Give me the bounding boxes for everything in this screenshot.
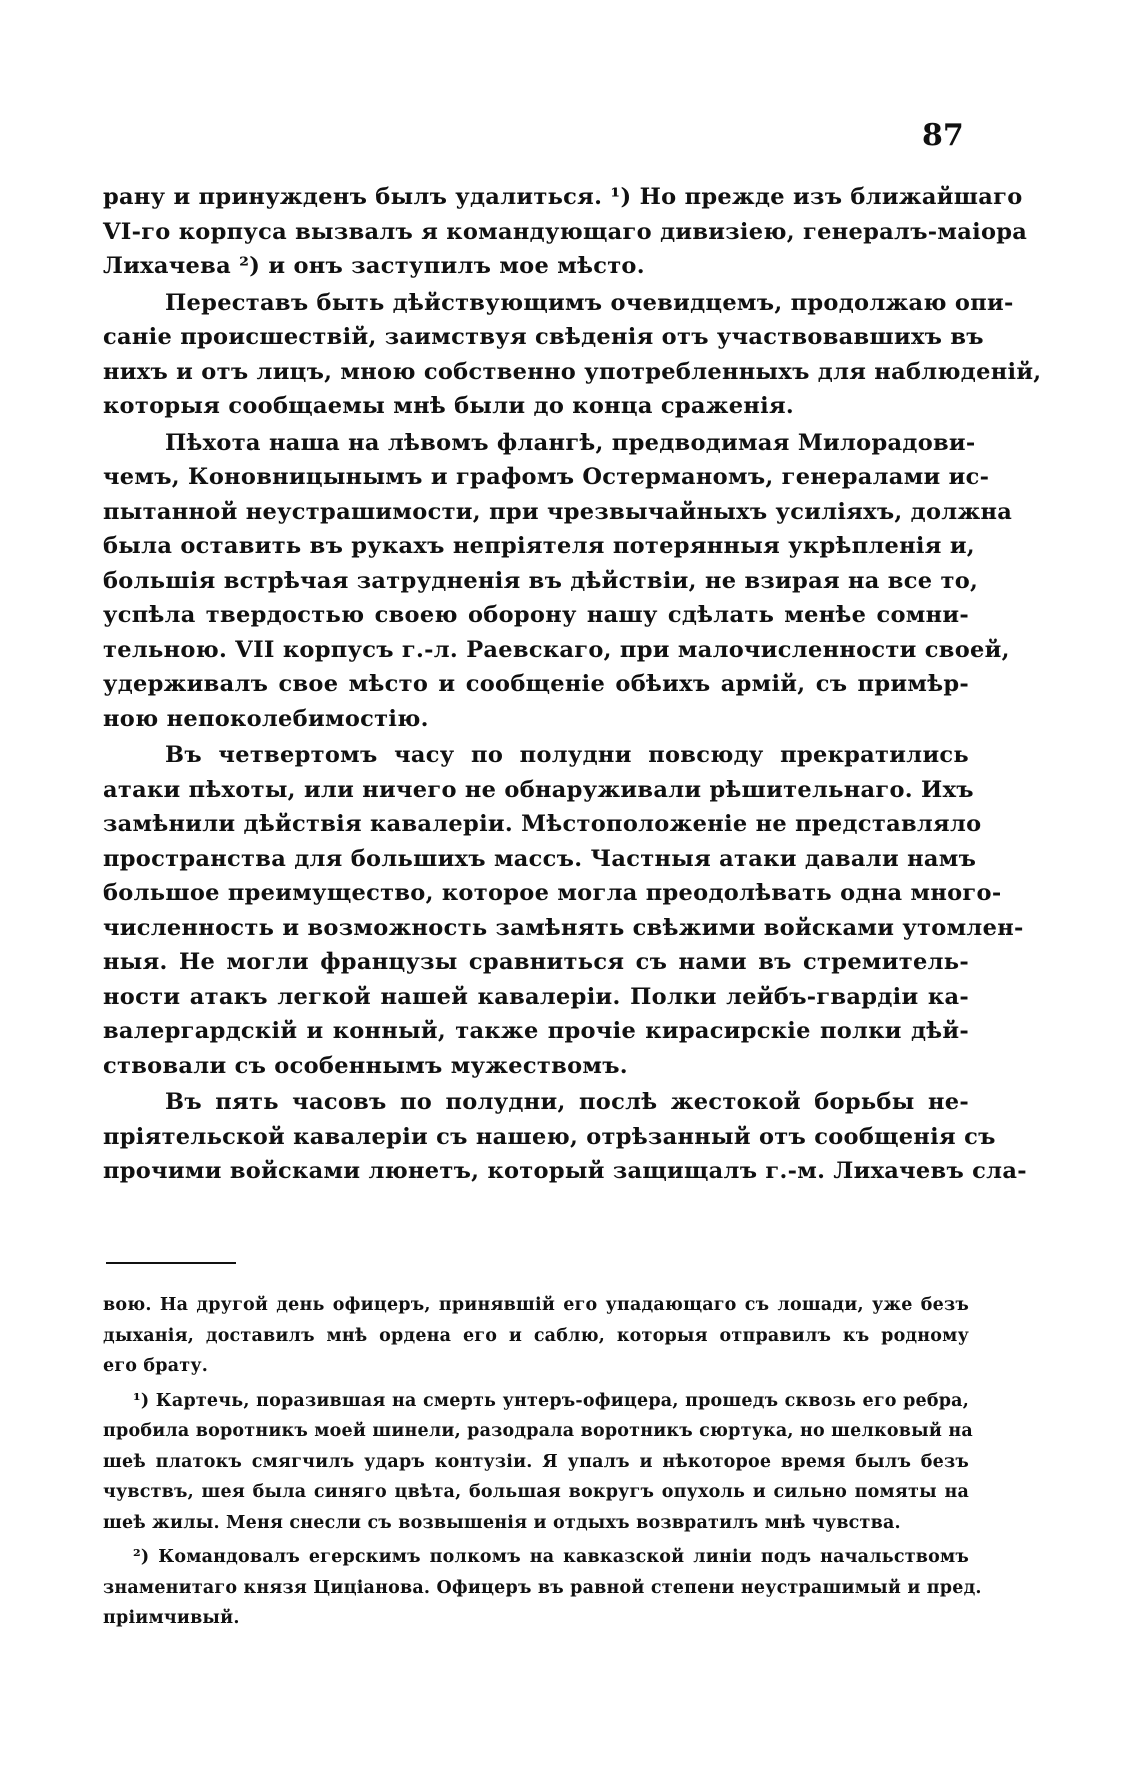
text-line: ности атакъ легкой нашей кавалеріи. Полки лейбъ-гвардіи ка-: [103, 983, 969, 1010]
footnote-line: ²) Командовалъ егерскимъ полкомъ на кавказской линіи подъ начальствомъ: [133, 1547, 969, 1567]
text-line: ствовали съ особеннымъ мужествомъ.: [103, 1052, 628, 1079]
paragraph: [103, 1085, 1027, 1189]
paragraph: [103, 180, 1028, 284]
text-line: атаки пѣхоты, или ничего не обнаруживали рѣшительнаго. Ихъ: [103, 776, 974, 803]
footnote-line: его брату.: [103, 1356, 209, 1376]
footnote-line: чувствъ, шея была синяго цвѣта, большая вокругъ опухоль и сильно помяты на: [103, 1482, 969, 1502]
footnote-divider: [106, 1262, 236, 1264]
text-line: тельною. VII корпусъ г.-л. Раевскаго, при малочисленности своей,: [103, 636, 1010, 663]
text-line: VI-го корпуса вызвалъ я командующаго дивизіею, генералъ-маіора: [103, 218, 1028, 245]
text-line: Въ пять часовъ по полудни, послѣ жестокой борьбы не-: [165, 1089, 969, 1115]
text-line: нихъ и отъ лицъ, мною собственно употребленныхъ для наблюденій,: [103, 358, 1042, 385]
main-text: [103, 180, 1042, 1191]
text-line: замѣнили дѣйствія кавалеріи. Мѣстоположеніе не представляло: [103, 811, 982, 837]
text-line: Переставъ быть дѣйствующимъ очевидцемъ, продолжаю опи-: [165, 289, 1014, 316]
text-line: ныя. Не могли французы сравниться съ нами въ стремитель-: [103, 949, 969, 975]
page-number: 87: [922, 118, 964, 153]
text-line: Пѣхота наша на лѣвомъ флангѣ, предводимая Милорадови-: [165, 429, 976, 456]
text-line: была оставить въ рукахъ непріятеля потерянныя укрѣпленія и,: [103, 533, 975, 559]
footnote-line: пробила воротникъ моей шинели, разодрала воротникъ сюртука, но шелковый на: [103, 1421, 973, 1441]
text-line: ною непоколебимостію.: [103, 705, 429, 732]
footnote-line: знаменитаго князя Цицiанова. Офицеръ въ равной степени неустрашимый и пред.: [103, 1577, 982, 1598]
paragraph: [103, 738, 1024, 1083]
text-line: большое преимущество, которое могла преодолѣвать одна много-: [103, 880, 1002, 906]
text-line: рану и принужденъ былъ удалиться. ¹) Но прежде изъ ближайшаго: [103, 184, 1023, 210]
footnote-1: [103, 1386, 973, 1539]
footnote-continuation: [103, 1290, 969, 1382]
text-line: большія встрѣчая затрудненія въ дѣйствіи, не взирая на все то,: [103, 567, 979, 594]
text-line: Лихачева ²) и онъ заступилъ мое мѣсто.: [103, 253, 645, 279]
text-line: пространства для большихъ массъ. Частныя атаки давали намъ: [103, 845, 977, 872]
text-line: пріятельской кавалеріи съ нашею, отрѣзанный отъ сообщенія съ: [103, 1123, 996, 1150]
footnote-line: шеѣ платокъ смягчилъ ударъ контузіи. Я упалъ и нѣкоторое время былъ безъ: [103, 1451, 969, 1472]
text-line: прочими войсками люнетъ, который защищалъ г.-м. Лихачевъ сла-: [103, 1158, 1027, 1184]
footnote-2: [103, 1542, 982, 1634]
text-line: которыя сообщаемы мнѣ были до конца сраженія.: [103, 393, 795, 419]
text-line: численность и возможность замѣнять свѣжими войсками утомлен-: [103, 914, 1024, 941]
footnotes: [103, 1290, 982, 1634]
footnote-line: дыханія, доставилъ мнѣ ордена его и саблю, которыя отправилъ къ родному: [103, 1325, 969, 1346]
footnote-line: вою. На другой день офицеръ, принявшій его упадающаго съ лошади, уже безъ: [103, 1295, 969, 1315]
text-line: пытанной неустрашимости, при чрезвычайныхъ усиліяхъ, должна: [103, 498, 1013, 525]
text-line: успѣла твердостью своею оборону нашу сдѣлать менѣе сомни-: [103, 602, 969, 628]
text-line: саніе происшествій, заимствуя свѣденія отъ участвовавшихъ въ: [103, 324, 984, 350]
text-line: чемъ, Коновницынымъ и графомъ Остерманомъ, генералами ис-: [103, 464, 990, 490]
footnote-line: ¹) Картечь, поразившая на смерть унтеръ-офицера, прошедъ сквозь его ребра,: [133, 1390, 969, 1411]
footnote-line: пріимчивый.: [103, 1608, 240, 1628]
text-line: валергардскій и конный, также прочіе кирасирскіе полки дѣй-: [103, 1018, 969, 1044]
footnote-line: шеѣ жилы. Меня снесли съ возвышенія и отдыхъ возвратилъ мнѣ чувства.: [103, 1512, 901, 1533]
text-line: удерживалъ свое мѣсто и сообщеніе обѣихъ армій, съ примѣр-: [103, 671, 969, 697]
paragraph: [103, 426, 1013, 737]
paragraph: [103, 286, 1042, 424]
text-line: Въ четвертомъ часу по полудни повсюду прекратились: [165, 742, 969, 768]
